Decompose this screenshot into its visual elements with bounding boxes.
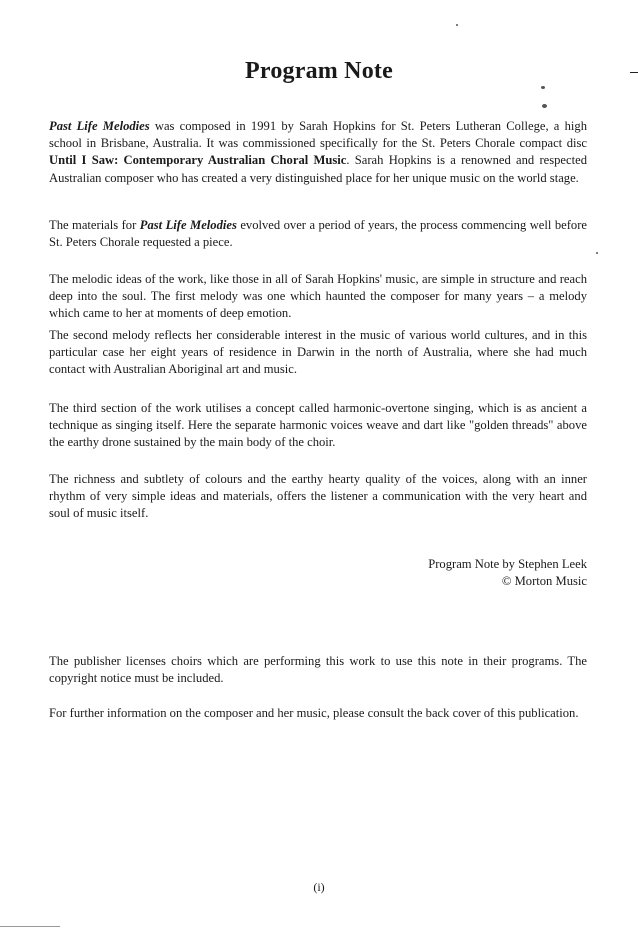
- text-run: Past Life Melodies: [49, 119, 150, 133]
- paragraph-melodic-ideas: [49, 271, 587, 323]
- page-title: Program Note: [245, 58, 393, 84]
- scan-speck: [456, 24, 458, 26]
- further-info-notice: For further information on the composer and her music, please consult the back cover of this publication.: [49, 706, 579, 720]
- text-run: . Sarah Hopkins is a renowned and respected Australian composer who has created a very distinguished place for her unique music on the world stage.: [49, 153, 588, 185]
- text-run: The second melody reflects her considerable interest in the music of various world cultures, and in this particular case her eight years of residence in Darwin in the north of Australia, where she had much contact with Australian Aboriginal art and music.: [49, 328, 587, 377]
- text-run: Until I Saw: Contemporary Australian Choral Music: [49, 153, 347, 168]
- credit-copyright: © Morton Music: [501, 574, 587, 588]
- text-run: The third section of the work utilises a concept called harmonic-overtone singing, which is as ancient a technique as singing itself. Here the separate harmonic voices weave and dart like "golden threads" above the earthy drone sustained by the main body of the choir.: [49, 401, 587, 450]
- scan-edge-mark: [630, 72, 638, 73]
- text-run: The melodic ideas of the work, like those in all of Sarah Hopkins' music, are simple in structure and reach deep into the soul. The first melody was one which haunted the composer for many years – a melody which came to her at moments of deep emotion.: [49, 272, 587, 321]
- credit-author: Program Note by Stephen Leek: [428, 557, 587, 571]
- text-run: evolved over a period of years, the process commencing well before St. Peters Chorale requested a piece.: [49, 218, 587, 250]
- paragraph-composition-history: [49, 118, 587, 187]
- scan-bottom-edge: [0, 926, 60, 927]
- scan-speck: [542, 104, 547, 108]
- scan-speck: [541, 86, 545, 89]
- text-run: was composed in 1991 by Sarah Hopkins for St. Peters Lutheran College, a high school in Brisbane, Australia. It was commissioned specifically for the St. Peters Chorale compact disc: [49, 119, 587, 151]
- paragraph-third-section: [49, 400, 587, 452]
- license-notice: The publisher licenses choirs which are performing this work to use this note in their programs. The copyright notice must be included.: [49, 654, 587, 686]
- paragraph-richness: [49, 471, 587, 523]
- text-run: Past Life Melodies: [139, 218, 237, 232]
- paragraph-second-melody: [49, 327, 587, 379]
- text-run: The materials for: [49, 218, 140, 232]
- page-number: (i): [313, 880, 325, 894]
- text-run: The richness and subtlety of colours and the earthy hearty quality of the voices, along with an inner rhythm of very simple ideas and materials, offers the listener a communication with the very heart and soul of music itself.: [49, 472, 587, 521]
- paragraph-materials: [49, 217, 587, 251]
- scan-speck: [596, 252, 598, 254]
